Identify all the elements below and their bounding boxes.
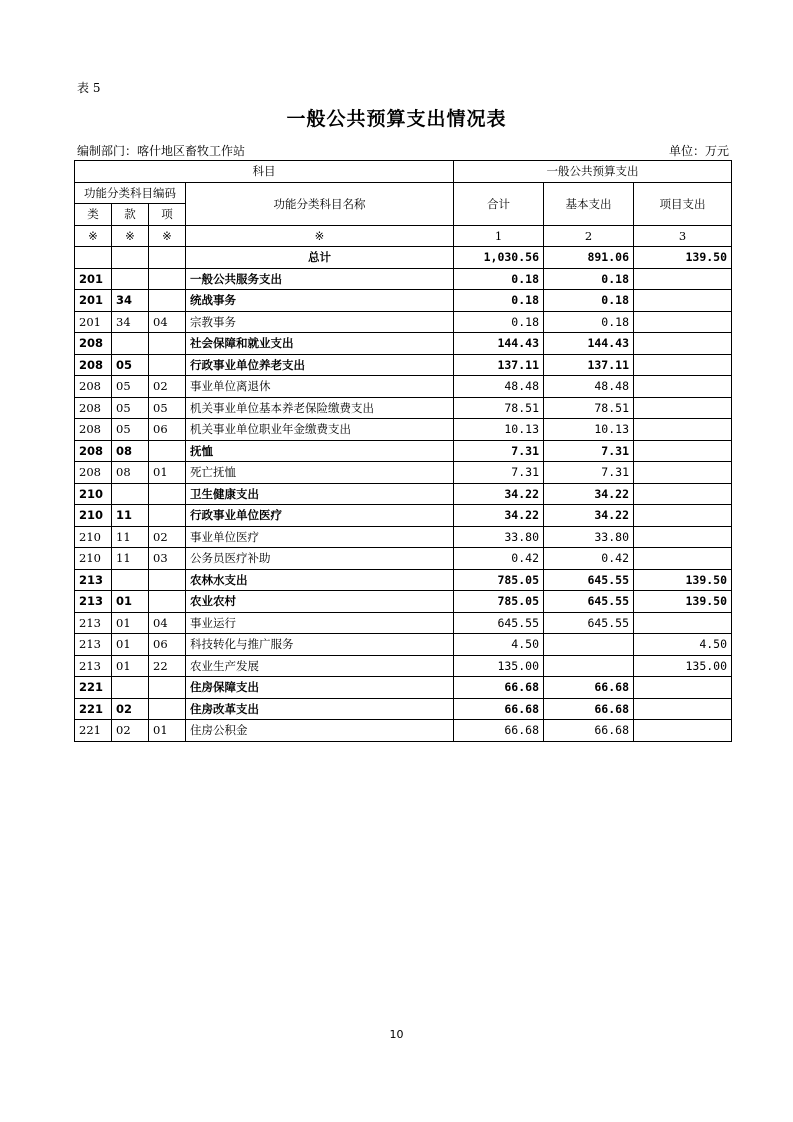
budget-table [74, 160, 732, 742]
subject-name: 公务员医疗补助 [186, 548, 454, 570]
total-project: 139.50 [634, 247, 732, 269]
subject-name: 行政事业单位养老支出 [186, 354, 454, 376]
amount-total: 785.05 [454, 591, 544, 613]
col-index-2: 2 [544, 225, 634, 247]
code-kuan [112, 268, 149, 290]
subject-name: 住房改革支出 [186, 698, 454, 720]
code-xiang [149, 591, 186, 613]
amount-basic [544, 634, 634, 656]
amount-basic: 144.43 [544, 333, 634, 355]
amount-total: 7.31 [454, 462, 544, 484]
code-kuan: 05 [112, 419, 149, 441]
amount-project [634, 311, 732, 333]
amount-basic: 0.18 [544, 268, 634, 290]
code-kuan: 05 [112, 397, 149, 419]
subject-name: 抚恤 [186, 440, 454, 462]
table-row [75, 634, 732, 656]
amount-basic: 66.68 [544, 720, 634, 742]
mark-lei: ※ [75, 225, 112, 247]
table-number: 表 5 [77, 81, 101, 95]
amount-basic: 645.55 [544, 591, 634, 613]
code-kuan [112, 483, 149, 505]
header-row-2 [75, 182, 732, 204]
amount-project: 4.50 [634, 634, 732, 656]
code-kuan: 05 [112, 376, 149, 398]
page-number: 10 [389, 1028, 404, 1041]
subject-name: 农业农村 [186, 591, 454, 613]
code-kuan: 02 [112, 720, 149, 742]
code-xiang: 02 [149, 376, 186, 398]
code-lei: 213 [75, 655, 112, 677]
subject-name: 事业单位离退休 [186, 376, 454, 398]
amount-project [634, 419, 732, 441]
mark-kuan: ※ [112, 225, 149, 247]
code-lei: 208 [75, 376, 112, 398]
amount-total: 645.55 [454, 612, 544, 634]
total-label: 总计 [186, 247, 454, 269]
col-index-1: 1 [454, 225, 544, 247]
table-row [75, 526, 732, 548]
amount-total: 66.68 [454, 677, 544, 699]
amount-project [634, 483, 732, 505]
total-empty-kuan [112, 247, 149, 269]
table-row [75, 462, 732, 484]
header-row-4 [75, 225, 732, 247]
amount-total: 7.31 [454, 440, 544, 462]
code-lei: 221 [75, 698, 112, 720]
amount-total: 66.68 [454, 698, 544, 720]
subject-name: 行政事业单位医疗 [186, 505, 454, 527]
subject-name: 机关事业单位基本养老保险缴费支出 [186, 397, 454, 419]
table-row [75, 354, 732, 376]
code-xiang [149, 290, 186, 312]
code-lei: 201 [75, 268, 112, 290]
subject-name: 科技转化与推广服务 [186, 634, 454, 656]
amount-project: 139.50 [634, 591, 732, 613]
meta-line [77, 142, 729, 159]
amount-project [634, 268, 732, 290]
code-lei: 213 [75, 591, 112, 613]
amount-basic: 0.18 [544, 311, 634, 333]
header-name: 功能分类科目名称 [186, 182, 454, 225]
amount-project [634, 333, 732, 355]
total-empty-xiang [149, 247, 186, 269]
code-lei: 208 [75, 397, 112, 419]
code-xiang [149, 333, 186, 355]
amount-basic: 66.68 [544, 698, 634, 720]
code-xiang [149, 483, 186, 505]
subject-name: 农业生产发展 [186, 655, 454, 677]
code-kuan: 02 [112, 698, 149, 720]
subject-name: 事业单位医疗 [186, 526, 454, 548]
amount-total: 0.18 [454, 290, 544, 312]
amount-project [634, 462, 732, 484]
code-xiang: 05 [149, 397, 186, 419]
amount-basic: 7.31 [544, 462, 634, 484]
header-subject: 科目 [75, 161, 454, 183]
department-label: 编制部门：喀什地区畜牧工作站 [77, 144, 246, 158]
code-xiang: 06 [149, 419, 186, 441]
amount-total: 48.48 [454, 376, 544, 398]
amount-project [634, 440, 732, 462]
amount-basic: 137.11 [544, 354, 634, 376]
code-lei: 208 [75, 440, 112, 462]
amount-project [634, 526, 732, 548]
code-kuan: 11 [112, 505, 149, 527]
amount-project [634, 290, 732, 312]
table-row [75, 311, 732, 333]
amount-total: 785.05 [454, 569, 544, 591]
header-row-1 [75, 161, 732, 183]
amount-total: 33.80 [454, 526, 544, 548]
code-lei: 210 [75, 483, 112, 505]
amount-project: 139.50 [634, 569, 732, 591]
amount-total: 0.42 [454, 548, 544, 570]
subject-name: 一般公共服务支出 [186, 268, 454, 290]
table-row [75, 612, 732, 634]
code-kuan: 05 [112, 354, 149, 376]
code-xiang: 22 [149, 655, 186, 677]
amount-project [634, 612, 732, 634]
code-kuan: 11 [112, 526, 149, 548]
header-budget-group: 一般公共预算支出 [454, 161, 732, 183]
table-row [75, 655, 732, 677]
header-xiang: 项 [149, 204, 186, 226]
table-row [75, 333, 732, 355]
code-xiang: 02 [149, 526, 186, 548]
amount-basic: 645.55 [544, 612, 634, 634]
amount-basic: 10.13 [544, 419, 634, 441]
amount-total: 0.18 [454, 311, 544, 333]
subject-name: 社会保障和就业支出 [186, 333, 454, 355]
code-xiang: 04 [149, 612, 186, 634]
amount-project [634, 548, 732, 570]
table-row [75, 290, 732, 312]
subject-name: 农林水支出 [186, 569, 454, 591]
amount-project [634, 677, 732, 699]
amount-basic: 34.22 [544, 505, 634, 527]
code-kuan: 01 [112, 634, 149, 656]
table-row [75, 548, 732, 570]
mark-name: ※ [186, 225, 454, 247]
code-kuan: 34 [112, 311, 149, 333]
amount-project [634, 698, 732, 720]
code-kuan: 11 [112, 548, 149, 570]
code-lei: 210 [75, 548, 112, 570]
code-lei: 208 [75, 419, 112, 441]
amount-basic: 34.22 [544, 483, 634, 505]
total-basic: 891.06 [544, 247, 634, 269]
code-lei: 213 [75, 634, 112, 656]
mark-xiang: ※ [149, 225, 186, 247]
header-lei: 类 [75, 204, 112, 226]
code-xiang: 06 [149, 634, 186, 656]
code-lei: 208 [75, 333, 112, 355]
table-row [75, 505, 732, 527]
total-sum: 1,030.56 [454, 247, 544, 269]
code-xiang: 04 [149, 311, 186, 333]
amount-total: 10.13 [454, 419, 544, 441]
code-xiang [149, 698, 186, 720]
amount-total: 4.50 [454, 634, 544, 656]
code-lei: 201 [75, 311, 112, 333]
code-kuan: 01 [112, 591, 149, 613]
subject-name: 住房公积金 [186, 720, 454, 742]
subject-name: 住房保障支出 [186, 677, 454, 699]
amount-project [634, 505, 732, 527]
code-xiang: 01 [149, 720, 186, 742]
code-kuan [112, 677, 149, 699]
code-lei: 221 [75, 677, 112, 699]
table-row [75, 419, 732, 441]
subject-name: 宗教事务 [186, 311, 454, 333]
code-xiang: 01 [149, 462, 186, 484]
header-code-group: 功能分类科目编码 [75, 182, 186, 204]
table-row [75, 376, 732, 398]
code-lei: 213 [75, 612, 112, 634]
amount-total: 144.43 [454, 333, 544, 355]
header-kuan: 款 [112, 204, 149, 226]
table-row [75, 677, 732, 699]
subject-name: 机关事业单位职业年金缴费支出 [186, 419, 454, 441]
amount-total: 0.18 [454, 268, 544, 290]
code-lei: 210 [75, 505, 112, 527]
code-lei: 201 [75, 290, 112, 312]
amount-basic: 645.55 [544, 569, 634, 591]
table-row [75, 720, 732, 742]
amount-basic: 66.68 [544, 677, 634, 699]
code-xiang: 03 [149, 548, 186, 570]
table-row [75, 591, 732, 613]
amount-total: 34.22 [454, 483, 544, 505]
header-total: 合计 [454, 182, 544, 225]
amount-basic: 78.51 [544, 397, 634, 419]
code-kuan: 01 [112, 612, 149, 634]
code-kuan: 34 [112, 290, 149, 312]
code-lei: 213 [75, 569, 112, 591]
header-project: 项目支出 [634, 182, 732, 225]
amount-total: 135.00 [454, 655, 544, 677]
table-row [75, 268, 732, 290]
amount-project: 135.00 [634, 655, 732, 677]
amount-total: 66.68 [454, 720, 544, 742]
code-xiang [149, 440, 186, 462]
amount-basic: 0.18 [544, 290, 634, 312]
code-xiang [149, 569, 186, 591]
header-basic: 基本支出 [544, 182, 634, 225]
table-row [75, 483, 732, 505]
amount-project [634, 720, 732, 742]
amount-project [634, 354, 732, 376]
unit-label: 单位：万元 [668, 144, 729, 158]
amount-total: 34.22 [454, 505, 544, 527]
amount-total: 137.11 [454, 354, 544, 376]
code-lei: 208 [75, 462, 112, 484]
amount-basic: 0.42 [544, 548, 634, 570]
amount-total: 78.51 [454, 397, 544, 419]
code-xiang [149, 268, 186, 290]
amount-project [634, 376, 732, 398]
code-lei: 210 [75, 526, 112, 548]
subject-name: 统战事务 [186, 290, 454, 312]
table-row [75, 440, 732, 462]
table-row [75, 397, 732, 419]
amount-project [634, 397, 732, 419]
table-row [75, 569, 732, 591]
total-row [75, 247, 732, 269]
code-lei: 221 [75, 720, 112, 742]
subject-name: 事业运行 [186, 612, 454, 634]
subject-name: 卫生健康支出 [186, 483, 454, 505]
code-xiang [149, 677, 186, 699]
amount-basic [544, 655, 634, 677]
subject-name: 死亡抚恤 [186, 462, 454, 484]
code-kuan [112, 333, 149, 355]
amount-basic: 7.31 [544, 440, 634, 462]
code-kuan: 08 [112, 440, 149, 462]
col-index-3: 3 [634, 225, 732, 247]
amount-basic: 48.48 [544, 376, 634, 398]
table-row [75, 698, 732, 720]
total-empty-lei [75, 247, 112, 269]
code-xiang [149, 505, 186, 527]
page-title: 一般公共预算支出情况表 [286, 108, 507, 130]
code-kuan: 01 [112, 655, 149, 677]
code-xiang [149, 354, 186, 376]
code-kuan [112, 569, 149, 591]
code-kuan: 08 [112, 462, 149, 484]
code-lei: 208 [75, 354, 112, 376]
amount-basic: 33.80 [544, 526, 634, 548]
